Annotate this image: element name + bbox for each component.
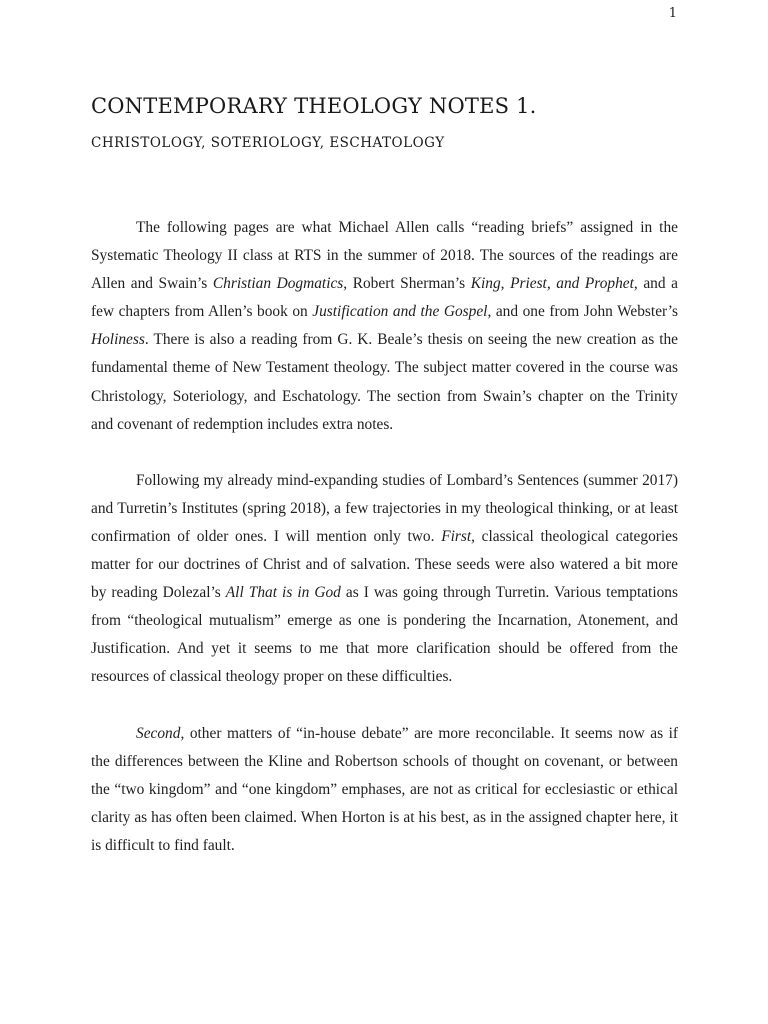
book-title-king-priest-prophet: King, Priest, and Prophet	[470, 275, 634, 293]
text-span: , classical theological categories matter for our doctrines of Christ and of salvation. These seeds were also watered a bit more by reading Dolezal’s	[91, 527, 678, 602]
document-title: CONTEMPORARY THEOLOGY NOTES 1.	[91, 94, 537, 118]
book-title-all-that-is-in-god: All That is in God	[225, 584, 341, 602]
text-span: , Robert Sherman’s	[343, 275, 471, 293]
emphasis-first: First	[441, 527, 472, 545]
text-span: as I was going through Turretin. Various temptations from “theological mutualism” emerge as one is pondering the Incarnation, Atonement, and Justification. And yet it seems to me that more clarification should be offered from the resources of classical theology proper on these difficulties.	[91, 584, 678, 686]
book-title-holiness: Holiness	[91, 331, 145, 349]
page-number: 1	[668, 6, 677, 21]
book-title-christian-dogmatics: Christian Dogmatics	[212, 275, 344, 293]
text-span: . There is also a reading from G. K. Beale’s thesis on seeing the new creation as the fundamental theme of New Testament theology. The subject matter covered in the course was Christology, Soteriology, and Eschatology. The section from Swain’s chapter on the Trinity and covenant of redemption includes extra notes.	[91, 331, 678, 433]
emphasis-second: Second	[136, 724, 181, 742]
book-title-justification-gospel: Justification and the Gospel	[312, 303, 488, 321]
document-subtitle: CHRISTOLOGY, SOTERIOLOGY, ESCHATOLOGY	[91, 135, 445, 151]
document-body	[91, 214, 678, 888]
paragraph-introduction	[91, 214, 678, 439]
paragraph-trajectories	[91, 467, 678, 692]
text-span: , and a few chapters from Allen’s book on	[91, 275, 678, 321]
text-span: , other matters of “in-house debate” are more reconcilable. It seems now as if the differences between the Kline and Robertson schools of thought on covenant, or between the “two kingdom” and “one kingdom” emphases, are not as critical for ecclesiastic or ethical clarity as has often been claimed. When Horton is at his best, as in the assigned chapter here, it is difficult to find fault.	[91, 724, 678, 854]
text-span: The following pages are what Michael Allen calls “reading briefs” assigned in the Systematic Theology II class at RTS in the summer of 2018. The sources of the readings are Allen and Swain’s	[91, 219, 678, 293]
paragraph-second	[91, 720, 678, 860]
text-span: Following my already mind-expanding studies of Lombard’s Sentences (summer 2017) and Turretin’s Institutes (spring 2018), a few trajectories in my theological thinking, or at least confirmation of older ones. I will mention only two.	[91, 471, 678, 545]
text-span: , and one from John Webster’s	[487, 303, 678, 321]
